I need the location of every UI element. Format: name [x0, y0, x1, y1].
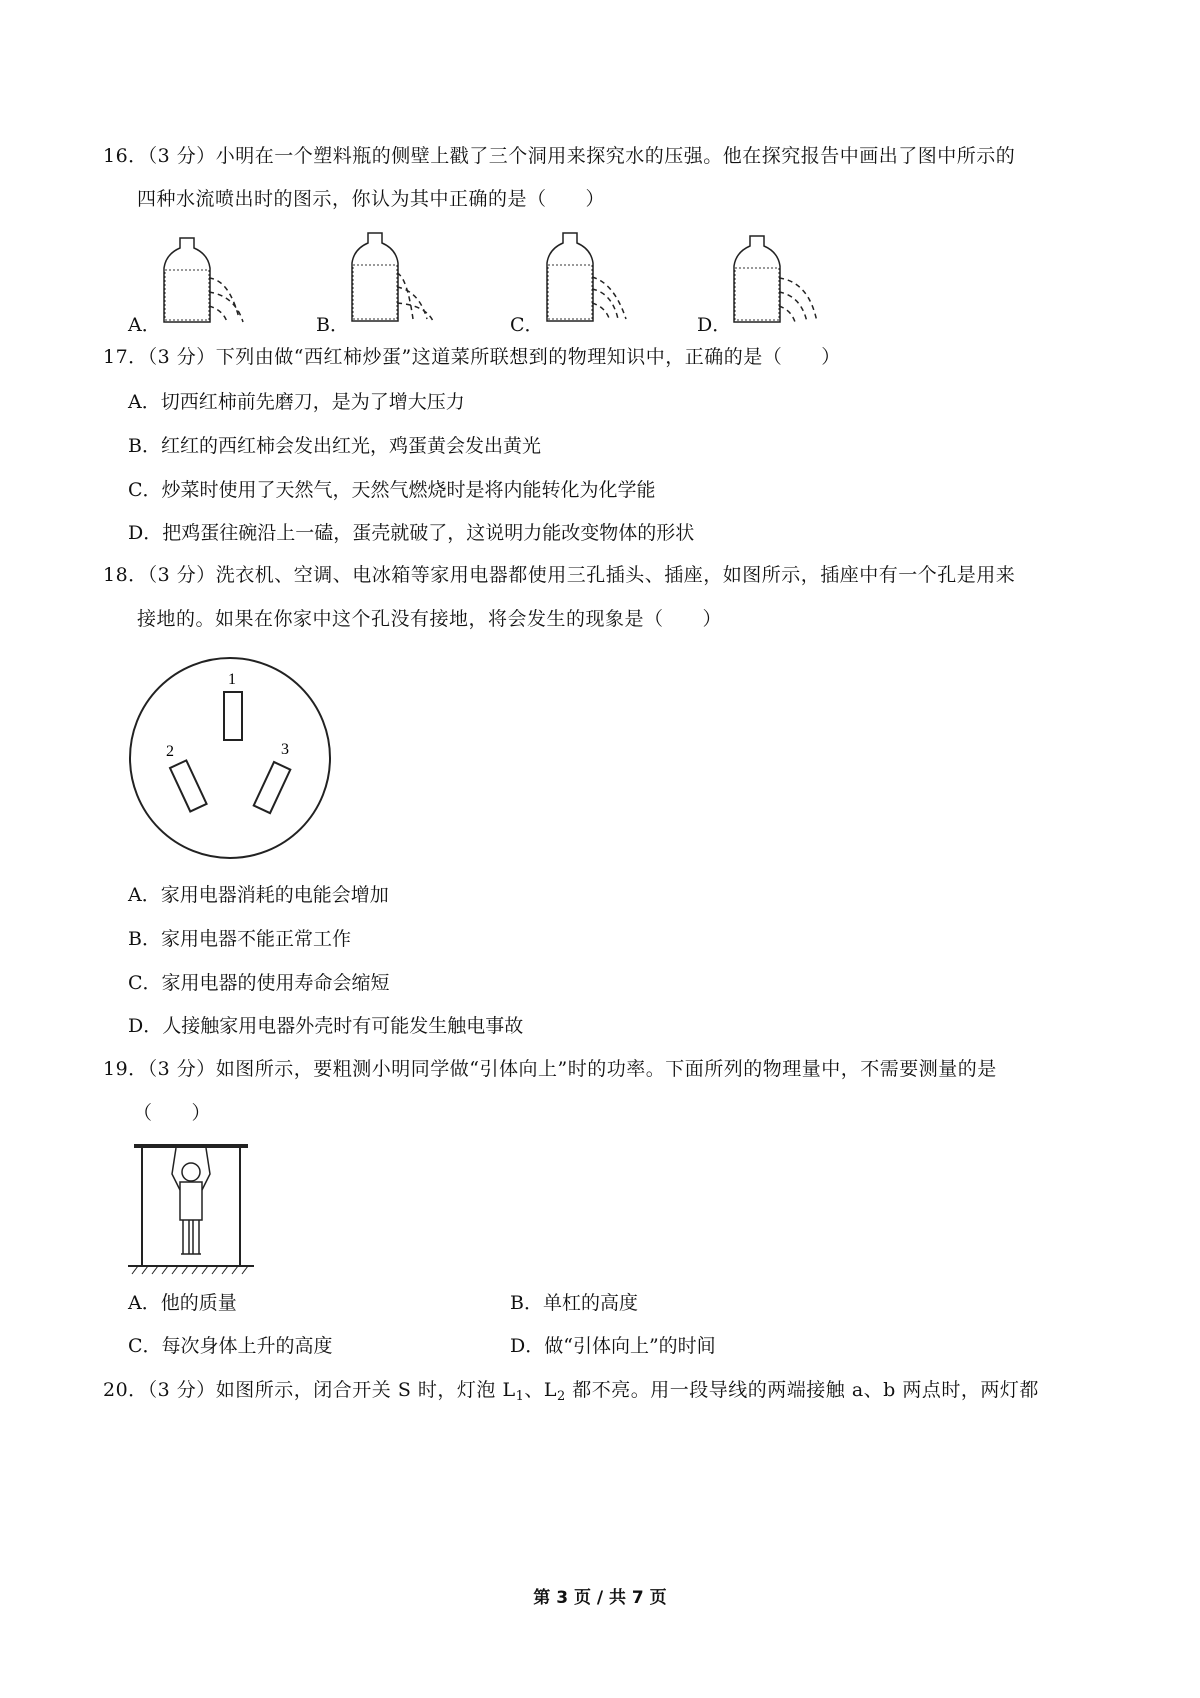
q16-option-d: D．	[697, 314, 732, 336]
q19-option-d: D．做“引体向上”的时间	[510, 1335, 716, 1357]
three-hole-socket-diagram	[128, 656, 332, 860]
q16-stem-line1: 16．（3 分）小明在一个塑料瓶的侧壁上戳了三个洞用来探究水的压强。他在探究报告中画出了图中所示的	[103, 145, 1016, 167]
q20-stem-part-a: 20．（3 分）如图所示，闭合开关 S 时，灯泡 L	[103, 1379, 516, 1401]
socket-hole-2	[170, 760, 207, 811]
q18-option-a: A．家用电器消耗的电能会增加	[128, 884, 389, 906]
q19-stem-line2: （ ）	[133, 1102, 212, 1124]
bottle-figure-a	[150, 230, 260, 330]
q20-stem-part-c: 都不亮。用一段导线的两端接触 a、b 两点时，两灯都	[565, 1379, 1039, 1401]
q19-option-b: B．单杠的高度	[510, 1292, 638, 1314]
q18-option-c: C．家用电器的使用寿命会缩短	[128, 972, 390, 994]
q16-option-a: A．	[128, 314, 161, 336]
q17-option-d: D．把鸡蛋往碗沿上一磕，蛋壳就破了，这说明力能改变物体的形状	[128, 522, 695, 544]
q17-option-c: C．炒菜时使用了天然气，天然气燃烧时是将内能转化为化学能	[128, 479, 656, 501]
socket-label-1: 1	[228, 671, 236, 688]
q18-option-d: D．人接触家用电器外壳时有可能发生触电事故	[128, 1015, 524, 1037]
q16-option-b: B．	[316, 314, 349, 336]
q19-option-c: C．每次身体上升的高度	[128, 1335, 333, 1357]
q19-stem-line1: 19．（3 分）如图所示，要粗测小明同学做“引体向上”时的功率。下面所列的物理量中，不需要测量的是	[103, 1058, 997, 1080]
socket-hole-1	[224, 692, 242, 740]
q16-stem-line2: 四种水流喷出时的图示，你认为其中正确的是（ ）	[137, 188, 606, 210]
q16-option-c: C．	[510, 314, 544, 336]
socket-label-3: 3	[281, 741, 289, 758]
q20-stem-part-b: 、L	[524, 1379, 557, 1401]
q17-stem: 17．（3 分）下列由做“西红柿炒蛋”这道菜所联想到的物理知识中，正确的是（ ）	[103, 346, 841, 368]
q20-sub-1: 1	[515, 1389, 525, 1404]
socket-label-2: 2	[166, 743, 174, 760]
q20-sub-2: 2	[556, 1389, 566, 1404]
bottle-figure-b	[338, 225, 448, 330]
q18-stem-line2: 接地的。如果在你家中这个孔没有接地，将会发生的现象是（ ）	[137, 608, 723, 630]
pull-up-diagram	[128, 1138, 254, 1278]
socket-hole-3	[254, 762, 291, 813]
page-footer: 第 3 页 / 共 7 页	[533, 1588, 667, 1608]
q20-stem	[103, 1377, 1039, 1410]
q17-option-b: B．红红的西红柿会发出红光，鸡蛋黄会发出黄光	[128, 435, 541, 457]
q19-option-a: A．他的质量	[128, 1292, 237, 1314]
bottle-figure-c	[533, 225, 643, 330]
q18-option-b: B．家用电器不能正常工作	[128, 928, 351, 950]
bottle-figure-d	[720, 228, 830, 330]
q18-stem-line1: 18．（3 分）洗衣机、空调、电冰箱等家用电器都使用三孔插头、插座，如图所示，插座中有一个孔是用来	[103, 564, 1016, 586]
q17-option-a: A．切西红柿前先磨刀，是为了增大压力	[128, 391, 465, 413]
